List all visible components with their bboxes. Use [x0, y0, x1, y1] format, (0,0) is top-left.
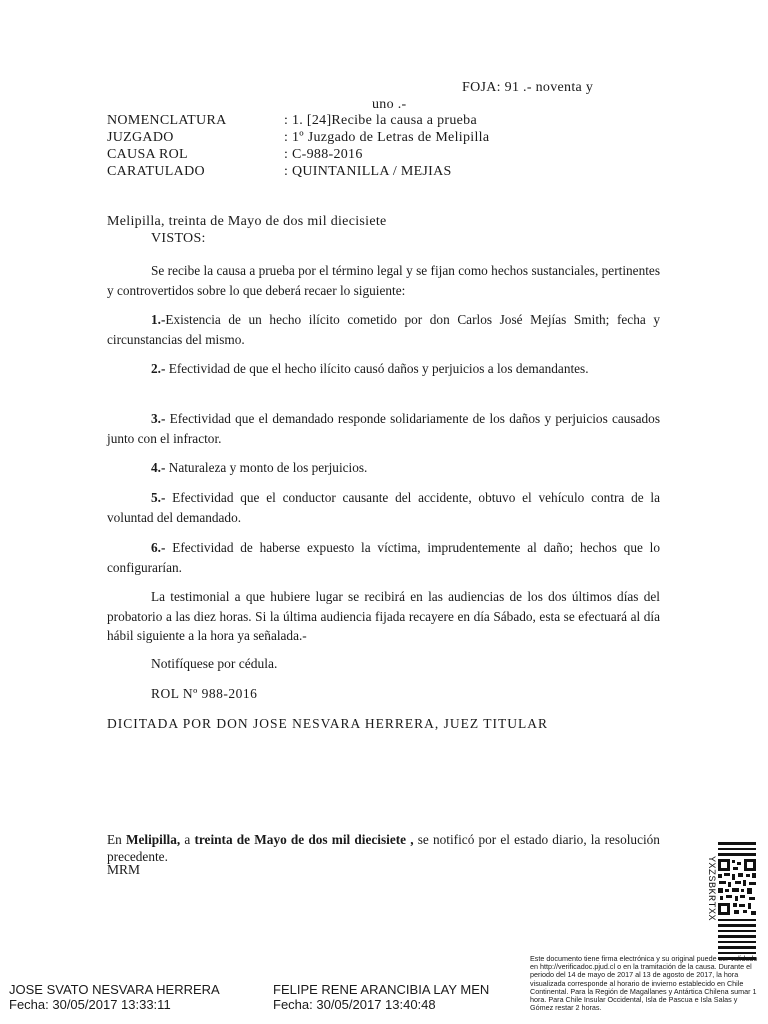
signer-name: JOSE SVATO NESVARA HERRERA — [9, 982, 220, 997]
point-text: Efectividad que el conductor causante del accidente, obtuvo el vehículo contra de la voluntad del demandado. — [107, 490, 660, 525]
point-number: 5.- — [151, 490, 166, 505]
signature-2 — [273, 982, 489, 1012]
point-text: Existencia de un hecho ilícito cometido por don Carlos José Mejías Smith; fecha y circunstancias del mismo. — [107, 312, 660, 347]
notification-prefix: En — [107, 832, 126, 847]
point-5 — [107, 488, 660, 527]
point-4 — [107, 458, 660, 478]
juzgado-value: : 1º Juzgado de Letras de Melipilla — [284, 130, 490, 145]
nomenclatura-label: NOMENCLATURA — [107, 113, 227, 128]
qr-code-icon — [716, 840, 758, 962]
notification-initials: MRM — [107, 862, 141, 877]
point-number: 6.- — [151, 540, 166, 555]
testimonial-paragraph: La testimonial a que hubiere lugar se recibirá en las audiencias de los dos últimos días del probatorio a las diez horas. Si la última audiencia fijada recayere en día Sábado, esta se efectuará al día hábil siguiente a la hora ya señalada.- — [107, 589, 660, 643]
legal-note: Este documento tiene firma electrónica y su original puede ser validado en http://verificadoc.pjud.cl o en la tramitación de la causa. Durante el periodo del 14 de mayo de 2017 al 13 de agosto de 2017, la hora visualizada corresponde al horario de invierno establecido en Chile Continental. Para la Región de Magallanes y Antártica Chilena sumar 1 hora. Para Chile Insular Occidental, Isla de Pascua e Isla Salas y Gómez restar 2 horas. — [530, 954, 758, 1013]
rol-line: ROL Nº 988-2016 — [151, 686, 258, 701]
signature-date: Fecha: 30/05/2017 13:40:48 — [273, 997, 436, 1012]
point-number: 4.- — [151, 460, 166, 475]
dictada-line: DICITADA POR DON JOSE NESVARA HERRERA, JUEZ TITULAR — [107, 716, 548, 731]
notification-mid: a — [180, 832, 195, 847]
notifiquese-line: Notifíquese por cédula. — [151, 656, 278, 671]
signature-date: Fecha: 30/05/2017 13:33:11 — [9, 997, 171, 1012]
caratulado-value: : QUINTANILLA / MEJIAS — [284, 164, 452, 179]
caratulado-label: CARATULADO — [107, 164, 205, 179]
point-6 — [107, 538, 660, 577]
point-text: Efectividad que el demandado responde solidariamente de los daños y perjuicios causados junto con el infractor. — [107, 411, 660, 446]
causa-rol-value: : C-988-2016 — [284, 147, 363, 162]
notification-date: treinta de Mayo de dos mil diecisiete , — [194, 832, 414, 847]
notification-city: Melipilla, — [125, 832, 181, 847]
point-text: Naturaleza y monto de los perjuicios. — [165, 460, 368, 475]
juzgado-label: JUZGADO — [107, 130, 174, 145]
point-text: Efectividad de que el hecho ilícito causó daños y perjuicios a los demandantes. — [165, 361, 589, 376]
notification-paragraph — [107, 831, 660, 865]
intro-paragraph: Se recibe la causa a prueba por el término legal y se fijan como hechos sustanciales, pertinentes y controvertidos sobre lo que deberá recaer lo siguiente: — [107, 263, 660, 298]
point-number: 1.- — [151, 312, 166, 327]
point-number: 2.- — [151, 361, 166, 376]
notification-rest: se notificó por el estado diario, la resolución precedente. — [107, 832, 660, 864]
vistos-heading: VISTOS: — [151, 231, 206, 246]
signature-1 — [9, 982, 220, 1012]
point-text: Efectividad de haberse expuesto la víctima, imprudentemente al daño; hechos que lo configurarían. — [107, 540, 660, 575]
causa-rol-label: CAUSA ROL — [107, 147, 188, 162]
point-number: 3.- — [151, 411, 166, 426]
point-2 — [107, 359, 660, 379]
nomenclatura-value: : 1. [24]Recibe la causa a prueba — [284, 113, 477, 128]
point-1 — [107, 310, 660, 349]
foja-line-continuation: uno .- — [372, 97, 407, 112]
point-3 — [107, 409, 660, 448]
date-line: Melipilla, treinta de Mayo de dos mil diecisiete — [107, 214, 387, 229]
verification-code: YXZSBKRTXX — [705, 856, 716, 922]
signer-name: FELIPE RENE ARANCIBIA LAY MEN — [273, 982, 490, 997]
foja-line: FOJA: 91 .- noventa y — [462, 80, 594, 95]
